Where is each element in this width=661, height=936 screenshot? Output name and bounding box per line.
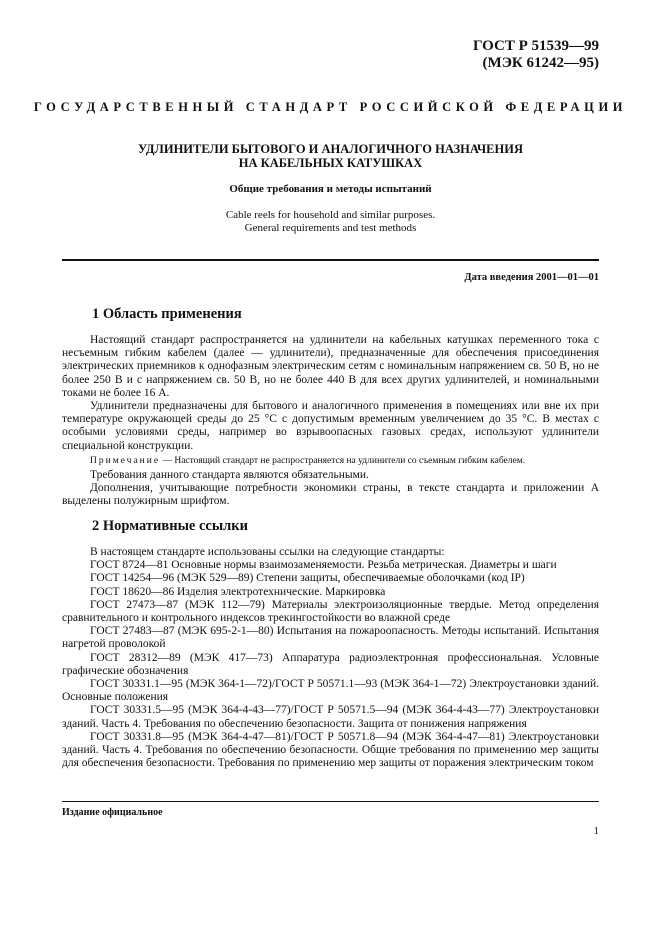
introduction-date: Дата введения 2001—01—01 [464, 272, 599, 283]
section1-paragraph: Настоящий стандарт распространяется на удлинители на кабельных катушках переменного тока с несъемным гибким кабелем (далее — удлинители), предназначенные для обеспечения присоединения электрических приемников к однофазным электрическим сетям с номинальным напряжением св. 50 В, но не более 250 В и с напряжением св. 50 В, но не более 440 В для всех других удлинителей, и номинальными токами не более 16 А. [62, 334, 599, 399]
section2-heading: 2 Нормативные ссылки [92, 518, 248, 534]
section1-heading: 1 Область применения [92, 306, 242, 322]
title-line1: УДЛИНИТЕЛИ БЫТОВОГО И АНАЛОГИЧНОГО НАЗНАЧЕНИЯ [138, 142, 523, 156]
references-list [62, 546, 599, 770]
reference-item: ГОСТ 27483—87 (МЭК 695-2-1—80) Испытания на пожароопасность. Методы испытаний. Испытания нагретой проволокой [62, 625, 599, 651]
english-title [60, 209, 601, 235]
note-text: — Настоящий стандарт не распространяется на удлинители со съемным гибким кабелем. [160, 455, 526, 466]
standard-code [473, 38, 599, 72]
reference-item: ГОСТ 30331.1—95 (МЭК 364-1—72)/ГОСТ Р 50571.1—93 (МЭК 364-1—72) Электроустановки зданий. Основные положения [62, 678, 599, 704]
state-standard-heading: ГОСУДАРСТВЕННЫЙ СТАНДАРТ РОССИЙСКОЙ ФЕДЕРАЦИИ [33, 100, 628, 114]
reference-item: ГОСТ 30331.8—95 (МЭК 364-4-47—81)/ГОСТ Р 50571.8—94 (МЭК 364-4-47—81) Электроустановки зданий. Часть 4. Требования по обеспечению безопасности. Общие требования по применению мер защиты для обеспечения безопасности. Требования по применению мер защиты от поражения электрическим током [62, 730, 599, 770]
section1-body [62, 334, 599, 508]
title-line2: НА КАБЕЛЬНЫХ КАТУШКАХ [238, 156, 423, 170]
document-title [60, 142, 601, 170]
standard-code-line1: ГОСТ Р 51539—99 [472, 38, 599, 54]
english-title-line2: General requirements and test methods [244, 222, 417, 234]
section1-paragraph: Дополнения, учитывающие потребности экономики страны, в тексте стандарта и приложении А выделены полужирным шрифтом. [62, 482, 599, 508]
reference-item: ГОСТ 14254—96 (МЭК 529—89) Степени защиты, обеспечиваемые оболочками (код IP) [90, 572, 525, 585]
header-divider [62, 259, 599, 261]
section1-paragraph: Требования данного стандарта являются обязательными. [90, 468, 369, 481]
section1-note [62, 455, 599, 467]
official-edition-label: Издание официальное [62, 807, 163, 818]
reference-item: ГОСТ 8724—81 Основные нормы взаимозаменяемости. Резьба метрическая. Диаметры и шаги [90, 559, 557, 572]
reference-item: В настоящем стандарте использованы ссылки на следующие стандарты: [90, 546, 445, 558]
reference-item: ГОСТ 30331.5—95 (МЭК 364-4-43—77)/ГОСТ Р 50571.5—94 (МЭК 364-4-43—77) Электроустановки зданий. Часть 4. Требования по обеспечению безопасности. Защита от понижения напряжения [62, 704, 599, 730]
standard-code-line2: (МЭК 61242—95) [482, 55, 599, 71]
reference-item: ГОСТ 28312—89 (МЭК 417—73) Аппаратура радиоэлектронная профессиональная. Условные графические обозначения [62, 651, 599, 677]
footer-divider [62, 801, 599, 802]
reference-item: ГОСТ 27473—87 (МЭК 112—79) Материалы электроизоляционные твердые. Метод определения сравнительного и контрольного индексов трекингостойкости во влажной среде [62, 598, 599, 625]
english-title-line1: Cable reels for household and similar purposes. [225, 209, 436, 221]
reference-item: ГОСТ 18620—86 Изделия электротехнические. Маркировка [90, 585, 386, 598]
note-label: Примечание [90, 455, 161, 466]
document-subtitle: Общие требования и методы испытаний [229, 183, 432, 195]
section1-paragraph: Удлинители предназначены для бытового и аналогичного применения в помещениях или вне их при температуре окружающей среды до 25 °С с допустимым временным увеличением до 35 °С. В местах с особыми условиями среды, например во взрывоопасных газовых средах, используют удлинители специальной конструкции. [62, 400, 599, 452]
page-number: 1 [593, 825, 599, 837]
